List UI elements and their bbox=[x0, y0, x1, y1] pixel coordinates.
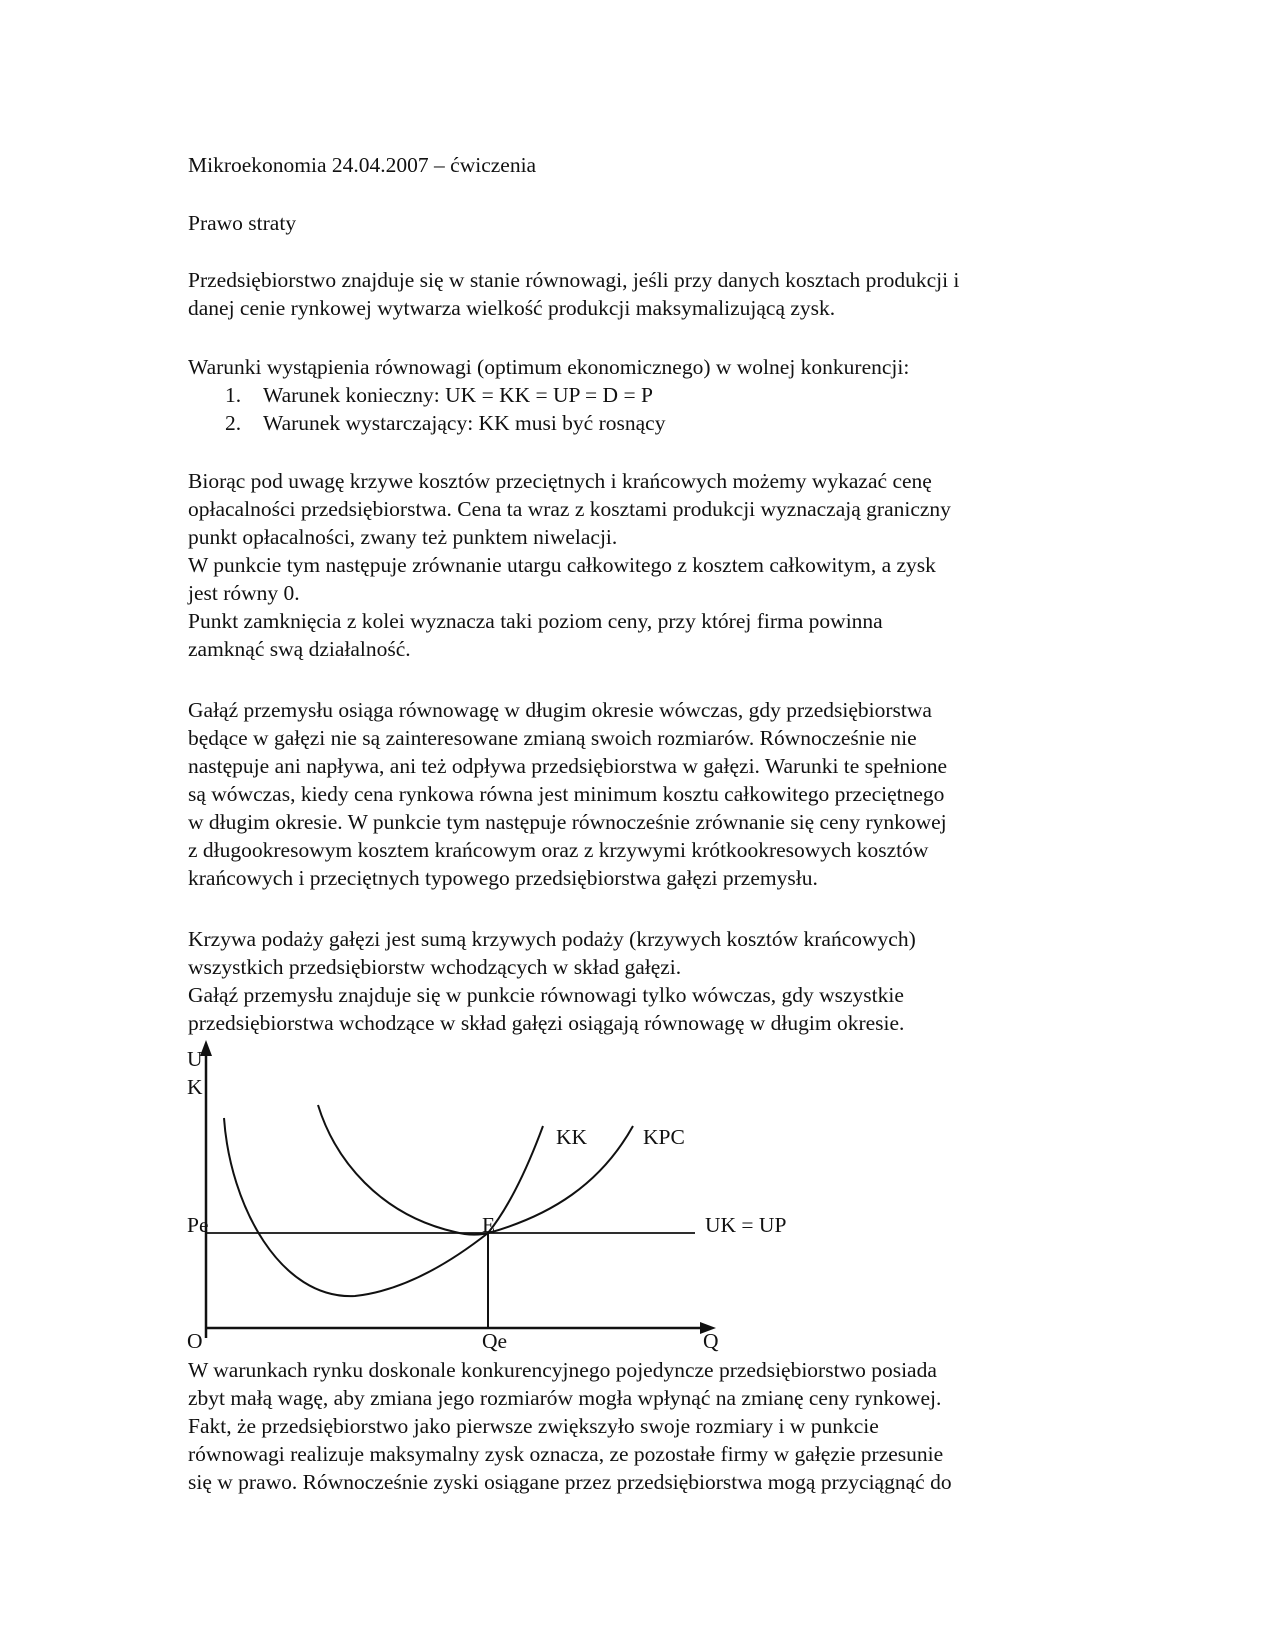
text-line: będące w gałęzi nie są zainteresowane zmianą swoich rozmiarów. Równocześnie nie bbox=[188, 726, 917, 750]
kk-curve-label: KK bbox=[556, 1125, 588, 1149]
text-line: z długookresowym kosztem krańcowym oraz z krzywymi krótkookresowych kosztów bbox=[188, 838, 929, 862]
condition-text: Warunek konieczny: UK = KK = UP = D = P bbox=[263, 383, 653, 407]
text-line: W warunkach rynku doskonale konkurencyjnego pojedyncze przedsiębiorstwo posiada bbox=[188, 1358, 937, 1382]
origin-label: O bbox=[187, 1329, 203, 1353]
price-label: Pe bbox=[187, 1213, 209, 1237]
condition-number: 1. bbox=[225, 383, 242, 407]
text-line: opłacalności przedsiębiorstwa. Cena ta wraz z kosztami produkcji wyznaczają graniczny bbox=[188, 497, 951, 521]
y-axis-label-k: K bbox=[187, 1075, 203, 1099]
text-line: są wówczas, kiedy cena rynkowa równa jest minimum kosztu całkowitego przeciętnego bbox=[188, 782, 945, 806]
conditions-intro: Warunki wystąpienia równowagi (optimum ekonomicznego) w wolnej konkurencji: bbox=[188, 355, 910, 379]
text-line: wszystkich przedsiębiorstw wchodzących w skład gałęzi. bbox=[188, 955, 682, 979]
kpc-curve-label: KPC bbox=[643, 1125, 685, 1149]
text-line: krańcowych i przeciętnych typowego przedsiębiorstwa gałęzi przemysłu. bbox=[188, 866, 818, 890]
text-line: W punkcie tym następuje zrównanie utargu całkowitego z kosztem całkowitym, a zysk bbox=[188, 553, 936, 577]
section-title: Prawo straty bbox=[188, 211, 297, 235]
text-line: Przedsiębiorstwo znajduje się w stanie równowagi, jeśli przy danych kosztach produkcji i bbox=[188, 268, 960, 292]
text-line: danej cenie rynkowej wytwarza wielkość produkcji maksymalizującą zysk. bbox=[188, 296, 836, 320]
text-line: zamknąć swą działalność. bbox=[188, 637, 411, 661]
condition-number: 2. bbox=[225, 411, 242, 435]
document-title: Mikroekonomia 24.04.2007 – ćwiczenia bbox=[188, 153, 537, 177]
text-line: w długim okresie. W punkcie tym następuje równocześnie zrównanie się ceny rynkowej bbox=[188, 810, 947, 834]
kk-curve bbox=[224, 1118, 543, 1296]
quantity-label: Qe bbox=[482, 1329, 508, 1353]
text-line: się w prawo. Równocześnie zyski osiągane przez przedsiębiorstwa mogą przyciągnąć do bbox=[188, 1470, 952, 1494]
text-line: przedsiębiorstwa wchodzące w skład gałęzi osiągają równowagę w długim okresie. bbox=[188, 1011, 905, 1035]
text-line: Krzywa podaży gałęzi jest sumą krzywych podaży (krzywych kosztów krańcowych) bbox=[188, 927, 916, 951]
text-line: Punkt zamknięcia z kolei wyznacza taki poziom ceny, przy której firma powinna bbox=[188, 609, 883, 633]
text-line: Gałąź przemysłu znajduje się w punkcie równowagi tylko wówczas, gdy wszystkie bbox=[188, 983, 904, 1007]
equilibrium-point-label: E bbox=[482, 1213, 496, 1237]
text-line: następuje ani napływa, ani też odpływa przedsiębiorstwa w gałęzi. Warunki te spełnione bbox=[188, 754, 948, 778]
text-line: zbyt małą wagę, aby zmiana jego rozmiarów mogła wpłynąć na zmianę ceny rynkowej. bbox=[188, 1386, 942, 1410]
text-line: równowagi realizuje maksymalny zysk oznacza, ze pozostałe firmy w gałęzie przesunie bbox=[188, 1442, 944, 1466]
y-axis-label-u: U bbox=[187, 1047, 203, 1071]
paragraph-competitive-market bbox=[188, 1356, 1088, 1496]
text-line: Gałąź przemysłu osiąga równowagę w długim okresie wówczas, gdy przedsiębiorstwa bbox=[188, 698, 932, 722]
x-axis-label: Q bbox=[703, 1329, 719, 1353]
text-line: Fakt, że przedsiębiorstwo jako pierwsze zwiększyło swoje rozmiary i w punkcie bbox=[188, 1414, 879, 1438]
condition-text: Warunek wystarczający: KK musi być rosnący bbox=[263, 411, 666, 435]
text-line: punkt opłacalności, zwany też punktem niwelacji. bbox=[188, 525, 618, 549]
price-line-label: UK = UP bbox=[705, 1213, 787, 1237]
text-line: jest równy 0. bbox=[188, 581, 300, 605]
text-line: Biorąc pod uwagę krzywe kosztów przeciętnych i krańcowych możemy wykazać cenę bbox=[188, 469, 932, 493]
